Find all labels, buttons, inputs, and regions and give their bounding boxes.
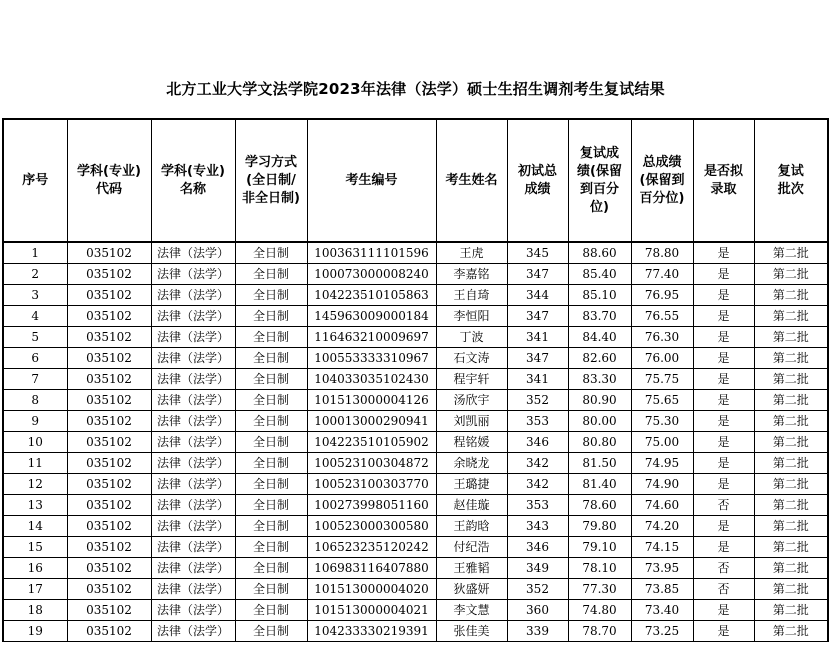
cell-major: 法律（法学） — [151, 348, 235, 369]
header-row — [3, 119, 828, 242]
page-title: 北方工业大学文法学院2023年法律（法学）硕士生招生调剂考生复试结果 — [166, 80, 665, 98]
cell-batch: 第二批 — [754, 516, 828, 537]
table-row — [3, 348, 828, 369]
cell-major: 法律（法学） — [151, 306, 235, 327]
table-row — [3, 369, 828, 390]
cell-admit: 是 — [693, 600, 754, 621]
cell-retest: 83.30 — [568, 369, 631, 390]
cell-code: 035102 — [67, 242, 151, 264]
cell-no: 4 — [3, 306, 67, 327]
cell-total: 76.30 — [631, 327, 693, 348]
cell-code: 035102 — [67, 621, 151, 642]
cell-admit: 否 — [693, 558, 754, 579]
cell-no: 5 — [3, 327, 67, 348]
cell-code: 035102 — [67, 474, 151, 495]
cell-exam-id: 106523235120242 — [307, 537, 436, 558]
cell-mode: 全日制 — [235, 579, 307, 600]
cell-code: 035102 — [67, 432, 151, 453]
cell-major: 法律（法学） — [151, 327, 235, 348]
cell-total: 75.30 — [631, 411, 693, 432]
cell-code: 035102 — [67, 495, 151, 516]
cell-name: 王韵晗 — [436, 516, 507, 537]
header-cell-mode: 学习方式(全日制/非全日制) — [235, 119, 307, 242]
cell-mode: 全日制 — [235, 516, 307, 537]
cell-total: 77.40 — [631, 264, 693, 285]
cell-admit: 是 — [693, 348, 754, 369]
cell-name: 付纪浩 — [436, 537, 507, 558]
cell-initial: 352 — [507, 390, 568, 411]
cell-retest: 81.40 — [568, 474, 631, 495]
cell-admit: 是 — [693, 621, 754, 642]
table-row — [3, 453, 828, 474]
cell-exam-id: 100523000300580 — [307, 516, 436, 537]
cell-admit: 否 — [693, 495, 754, 516]
header-cell-retest: 复试成绩(保留到百分位) — [568, 119, 631, 242]
table-row — [3, 264, 828, 285]
cell-total: 75.75 — [631, 369, 693, 390]
cell-admit: 是 — [693, 306, 754, 327]
cell-admit: 是 — [693, 537, 754, 558]
cell-total: 74.95 — [631, 453, 693, 474]
cell-mode: 全日制 — [235, 411, 307, 432]
cell-exam-id: 106983116407880 — [307, 558, 436, 579]
cell-initial: 346 — [507, 432, 568, 453]
cell-retest: 88.60 — [568, 242, 631, 264]
table-row — [3, 306, 828, 327]
cell-initial: 353 — [507, 411, 568, 432]
cell-batch: 第二批 — [754, 390, 828, 411]
cell-code: 035102 — [67, 306, 151, 327]
cell-total: 73.40 — [631, 600, 693, 621]
cell-exam-id: 104223510105902 — [307, 432, 436, 453]
cell-code: 035102 — [67, 285, 151, 306]
cell-admit: 是 — [693, 390, 754, 411]
cell-exam-id: 116463210009697 — [307, 327, 436, 348]
cell-batch: 第二批 — [754, 285, 828, 306]
cell-retest: 77.30 — [568, 579, 631, 600]
cell-code: 035102 — [67, 369, 151, 390]
cell-code: 035102 — [67, 390, 151, 411]
cell-exam-id: 104233330219391 — [307, 621, 436, 642]
cell-batch: 第二批 — [754, 242, 828, 264]
cell-batch: 第二批 — [754, 474, 828, 495]
table-row — [3, 327, 828, 348]
cell-name: 张佳美 — [436, 621, 507, 642]
cell-code: 035102 — [67, 453, 151, 474]
results-table — [2, 118, 829, 642]
cell-name: 王璐捷 — [436, 474, 507, 495]
cell-no: 17 — [3, 579, 67, 600]
cell-code: 035102 — [67, 327, 151, 348]
cell-admit: 是 — [693, 369, 754, 390]
cell-major: 法律（法学） — [151, 537, 235, 558]
cell-exam-id: 100073000008240 — [307, 264, 436, 285]
cell-no: 7 — [3, 369, 67, 390]
cell-retest: 85.10 — [568, 285, 631, 306]
header-cell-exam-id: 考生编号 — [307, 119, 436, 242]
table-row — [3, 390, 828, 411]
cell-retest: 79.80 — [568, 516, 631, 537]
table-row — [3, 474, 828, 495]
cell-exam-id: 101513000004126 — [307, 390, 436, 411]
cell-admit: 是 — [693, 264, 754, 285]
cell-mode: 全日制 — [235, 242, 307, 264]
cell-name: 王虎 — [436, 242, 507, 264]
cell-batch: 第二批 — [754, 621, 828, 642]
cell-no: 13 — [3, 495, 67, 516]
table-row — [3, 579, 828, 600]
cell-major: 法律（法学） — [151, 432, 235, 453]
table-row — [3, 432, 828, 453]
cell-batch: 第二批 — [754, 306, 828, 327]
cell-exam-id: 100553333310967 — [307, 348, 436, 369]
cell-total: 74.60 — [631, 495, 693, 516]
cell-no: 2 — [3, 264, 67, 285]
cell-total: 73.95 — [631, 558, 693, 579]
cell-major: 法律（法学） — [151, 453, 235, 474]
table-row — [3, 242, 828, 264]
cell-retest: 84.40 — [568, 327, 631, 348]
cell-retest: 83.70 — [568, 306, 631, 327]
cell-mode: 全日制 — [235, 348, 307, 369]
cell-initial: 347 — [507, 264, 568, 285]
cell-no: 12 — [3, 474, 67, 495]
cell-retest: 85.40 — [568, 264, 631, 285]
cell-mode: 全日制 — [235, 390, 307, 411]
cell-batch: 第二批 — [754, 453, 828, 474]
cell-admit: 是 — [693, 474, 754, 495]
cell-major: 法律（法学） — [151, 579, 235, 600]
cell-initial: 345 — [507, 242, 568, 264]
cell-total: 76.95 — [631, 285, 693, 306]
cell-exam-id: 100013000290941 — [307, 411, 436, 432]
cell-code: 035102 — [67, 411, 151, 432]
cell-batch: 第二批 — [754, 264, 828, 285]
cell-name: 李嘉铭 — [436, 264, 507, 285]
table-row — [3, 411, 828, 432]
cell-name: 余晓龙 — [436, 453, 507, 474]
cell-mode: 全日制 — [235, 264, 307, 285]
cell-major: 法律（法学） — [151, 285, 235, 306]
cell-name: 李恒阳 — [436, 306, 507, 327]
table-row — [3, 285, 828, 306]
cell-batch: 第二批 — [754, 558, 828, 579]
header-cell-major: 学科(专业)名称 — [151, 119, 235, 242]
cell-initial: 347 — [507, 306, 568, 327]
cell-retest: 74.80 — [568, 600, 631, 621]
cell-code: 035102 — [67, 558, 151, 579]
cell-name: 石文涛 — [436, 348, 507, 369]
cell-exam-id: 100363111101596 — [307, 242, 436, 264]
cell-major: 法律（法学） — [151, 242, 235, 264]
cell-mode: 全日制 — [235, 558, 307, 579]
cell-mode: 全日制 — [235, 537, 307, 558]
cell-name: 汤欣宇 — [436, 390, 507, 411]
cell-major: 法律（法学） — [151, 474, 235, 495]
cell-name: 程宇轩 — [436, 369, 507, 390]
cell-batch: 第二批 — [754, 600, 828, 621]
cell-mode: 全日制 — [235, 432, 307, 453]
cell-name: 王自琦 — [436, 285, 507, 306]
cell-no: 9 — [3, 411, 67, 432]
cell-no: 6 — [3, 348, 67, 369]
cell-batch: 第二批 — [754, 411, 828, 432]
cell-mode: 全日制 — [235, 621, 307, 642]
cell-major: 法律（法学） — [151, 264, 235, 285]
header-cell-total: 总成绩(保留到百分位) — [631, 119, 693, 242]
table-row — [3, 516, 828, 537]
cell-code: 035102 — [67, 537, 151, 558]
cell-initial: 341 — [507, 369, 568, 390]
cell-major: 法律（法学） — [151, 390, 235, 411]
cell-mode: 全日制 — [235, 495, 307, 516]
cell-total: 75.65 — [631, 390, 693, 411]
cell-total: 74.15 — [631, 537, 693, 558]
cell-major: 法律（法学） — [151, 621, 235, 642]
cell-initial: 360 — [507, 600, 568, 621]
cell-admit: 是 — [693, 453, 754, 474]
header-cell-batch: 复试批次 — [754, 119, 828, 242]
cell-admit: 是 — [693, 242, 754, 264]
cell-batch: 第二批 — [754, 369, 828, 390]
cell-major: 法律（法学） — [151, 495, 235, 516]
cell-major: 法律（法学） — [151, 558, 235, 579]
cell-initial: 349 — [507, 558, 568, 579]
cell-batch: 第二批 — [754, 348, 828, 369]
cell-total: 74.90 — [631, 474, 693, 495]
cell-admit: 是 — [693, 516, 754, 537]
cell-name: 程铭媛 — [436, 432, 507, 453]
cell-batch: 第二批 — [754, 432, 828, 453]
cell-initial: 344 — [507, 285, 568, 306]
cell-major: 法律（法学） — [151, 369, 235, 390]
cell-batch: 第二批 — [754, 579, 828, 600]
cell-initial: 352 — [507, 579, 568, 600]
cell-name: 狄盛妍 — [436, 579, 507, 600]
header-cell-initial: 初试总成绩 — [507, 119, 568, 242]
cell-no: 19 — [3, 621, 67, 642]
cell-batch: 第二批 — [754, 327, 828, 348]
cell-total: 78.80 — [631, 242, 693, 264]
cell-retest: 78.70 — [568, 621, 631, 642]
cell-no: 18 — [3, 600, 67, 621]
cell-major: 法律（法学） — [151, 411, 235, 432]
cell-exam-id: 101513000004020 — [307, 579, 436, 600]
header-cell-admit: 是否拟录取 — [693, 119, 754, 242]
cell-batch: 第二批 — [754, 537, 828, 558]
cell-exam-id: 104033035102430 — [307, 369, 436, 390]
cell-total: 75.00 — [631, 432, 693, 453]
cell-admit: 是 — [693, 432, 754, 453]
cell-exam-id: 100273998051160 — [307, 495, 436, 516]
cell-retest: 80.00 — [568, 411, 631, 432]
cell-no: 14 — [3, 516, 67, 537]
cell-no: 15 — [3, 537, 67, 558]
cell-exam-id: 104223510105863 — [307, 285, 436, 306]
cell-exam-id: 101513000004021 — [307, 600, 436, 621]
cell-initial: 342 — [507, 453, 568, 474]
cell-exam-id: 100523100303770 — [307, 474, 436, 495]
cell-initial: 343 — [507, 516, 568, 537]
cell-no: 8 — [3, 390, 67, 411]
cell-major: 法律（法学） — [151, 600, 235, 621]
table-row — [3, 495, 828, 516]
cell-retest: 81.50 — [568, 453, 631, 474]
cell-total: 76.00 — [631, 348, 693, 369]
cell-major: 法律（法学） — [151, 516, 235, 537]
cell-initial: 347 — [507, 348, 568, 369]
cell-initial: 342 — [507, 474, 568, 495]
cell-retest: 79.10 — [568, 537, 631, 558]
cell-batch: 第二批 — [754, 495, 828, 516]
cell-no: 3 — [3, 285, 67, 306]
cell-code: 035102 — [67, 348, 151, 369]
cell-retest: 80.90 — [568, 390, 631, 411]
cell-retest: 82.60 — [568, 348, 631, 369]
cell-retest: 78.10 — [568, 558, 631, 579]
cell-initial: 353 — [507, 495, 568, 516]
cell-total: 76.55 — [631, 306, 693, 327]
cell-no: 10 — [3, 432, 67, 453]
cell-code: 035102 — [67, 600, 151, 621]
header-cell-code: 学科(专业)代码 — [67, 119, 151, 242]
cell-initial: 346 — [507, 537, 568, 558]
cell-admit: 是 — [693, 327, 754, 348]
header-cell-no: 序号 — [3, 119, 67, 242]
cell-total: 74.20 — [631, 516, 693, 537]
cell-total: 73.85 — [631, 579, 693, 600]
cell-name: 丁波 — [436, 327, 507, 348]
cell-no: 16 — [3, 558, 67, 579]
cell-no: 11 — [3, 453, 67, 474]
cell-mode: 全日制 — [235, 327, 307, 348]
cell-name: 刘凯丽 — [436, 411, 507, 432]
table-row — [3, 558, 828, 579]
cell-retest: 80.80 — [568, 432, 631, 453]
cell-no: 1 — [3, 242, 67, 264]
cell-mode: 全日制 — [235, 285, 307, 306]
table-row — [3, 600, 828, 621]
cell-exam-id: 145963009000184 — [307, 306, 436, 327]
cell-exam-id: 100523100304872 — [307, 453, 436, 474]
cell-mode: 全日制 — [235, 600, 307, 621]
table-row — [3, 537, 828, 558]
cell-mode: 全日制 — [235, 306, 307, 327]
header-cell-name: 考生姓名 — [436, 119, 507, 242]
table-row — [3, 621, 828, 642]
cell-name: 赵佳璇 — [436, 495, 507, 516]
cell-mode: 全日制 — [235, 453, 307, 474]
cell-initial: 339 — [507, 621, 568, 642]
cell-total: 73.25 — [631, 621, 693, 642]
cell-name: 王雅韬 — [436, 558, 507, 579]
cell-code: 035102 — [67, 579, 151, 600]
cell-code: 035102 — [67, 264, 151, 285]
cell-admit: 是 — [693, 411, 754, 432]
cell-admit: 否 — [693, 579, 754, 600]
cell-mode: 全日制 — [235, 474, 307, 495]
cell-retest: 78.60 — [568, 495, 631, 516]
cell-name: 李文慧 — [436, 600, 507, 621]
cell-admit: 是 — [693, 285, 754, 306]
cell-code: 035102 — [67, 516, 151, 537]
cell-mode: 全日制 — [235, 369, 307, 390]
cell-initial: 341 — [507, 327, 568, 348]
